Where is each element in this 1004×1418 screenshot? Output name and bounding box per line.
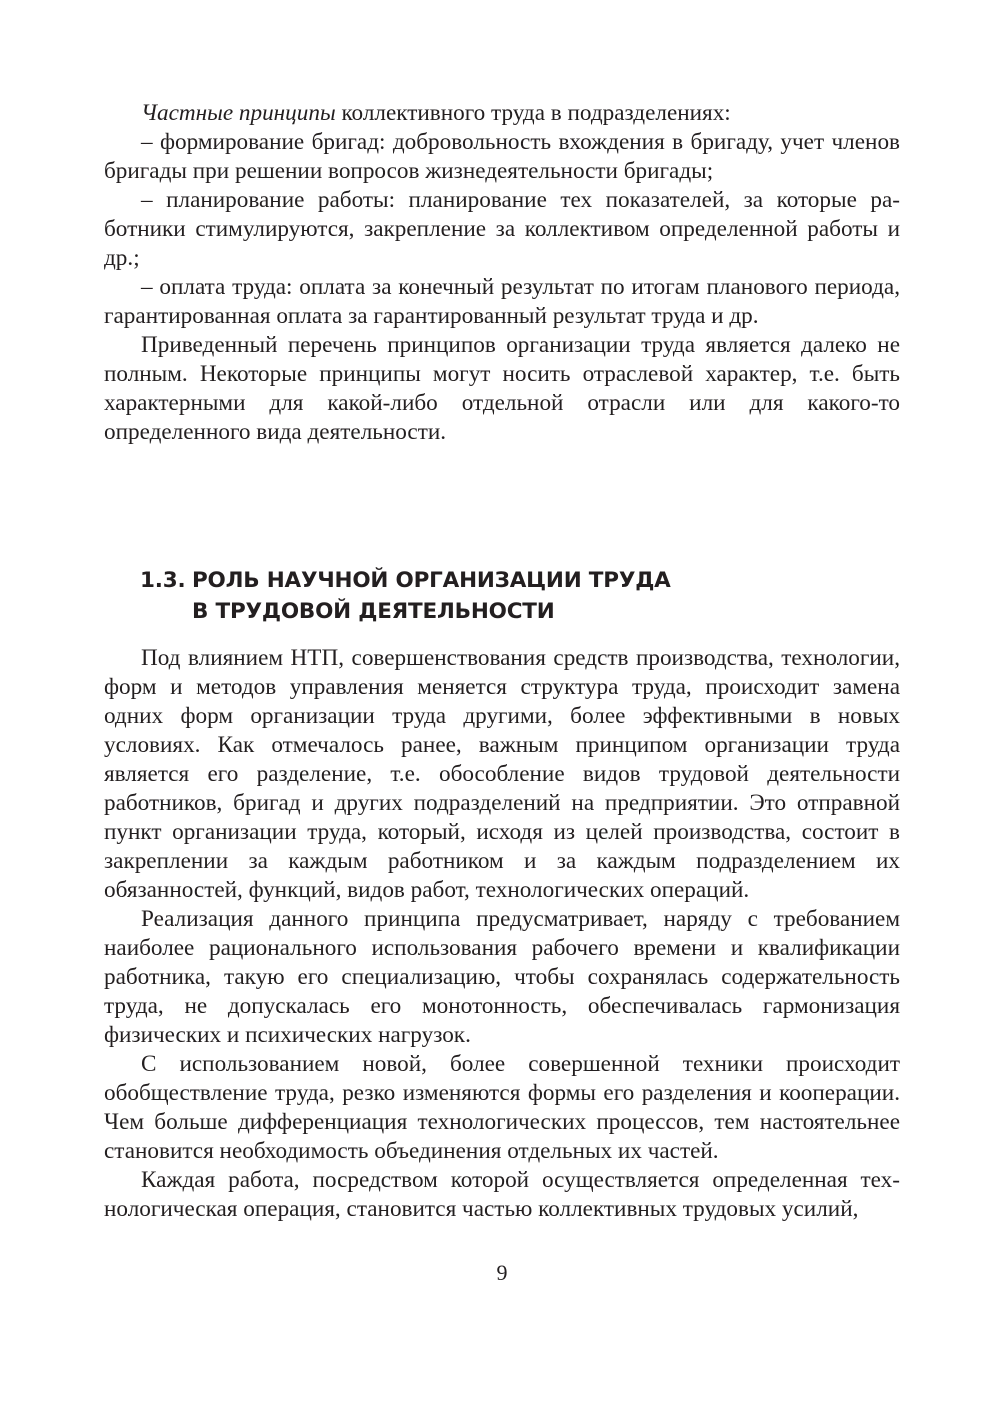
top-text-section	[104, 99, 900, 447]
heading-title-part-2: В ТРУДОВОЙ ДЕЯТЕЛЬНОСТИ	[192, 599, 555, 624]
list-item-brigades: – формирование бригад: добровольность вхождения в бригаду, учет членов бригады при решении вопросов жизнедеятельности бригады;	[104, 129, 900, 184]
paragraph-text: коллективного труда в подразделениях:	[335, 100, 731, 126]
list-item-payment: – оплата труда: оплата за конечный результат по итогам планового периода, гарантированная оплата за гарантированный результат труда и др.	[104, 274, 900, 329]
italic-term: Частные принципы	[141, 100, 336, 126]
paragraph-implementation: Реализация данного принципа предусматривает, наряду с требованием наиболее рационального использования рабочего времени и квалификации работника, такую его специализацию, чтобы сохранялась содержательность труда, не допускалась его монотонность, обеспечивалась гармонизация физических и психических нагрузок.	[104, 906, 900, 1048]
list-item-planning: – планирование работы: планирование тех показателей, за которые работники стимулируются, закрепление за коллективом определенной работы и др.;	[104, 187, 900, 271]
bottom-text-section	[104, 644, 900, 1224]
paragraph-ntp: Под влиянием НТП, совершенствования средств производства, технологии, форм и методов управления меняется структура труда, происходит замена одних форм организации труда другими, более эффективными в новых условиях. Как отмечалось ранее, важным принципом организации труда является его разделение, т.е. обособление видов трудовой деятельности работников, бригад и других подразделений на предприятии. Это отправной пункт организации труда, который, исходя из целей производства, состоит в закреплении за каждым работником и за каждым подразделением их обязанностей, функций, видов работ, технологических операций.	[104, 645, 900, 903]
heading-line-1	[140, 565, 860, 596]
paragraph-new-technology: С использованием новой, более совершенной техники происходит обобществление труда, резко изменяются формы его разделения и кооперации. Чем больше дифференциация технологических процессов, тем настоятельнее становится необходимость объединения отдельных их частей.	[104, 1051, 900, 1164]
paragraph-private-principles	[104, 99, 900, 128]
section-number: 1.3.	[140, 568, 186, 593]
paragraph-summary: Приведенный перечень принципов организации труда является далеко не полным. Некоторые принципы могут носить отраслевой характер, т.е. быть характерными для какой-либо отдельной отрасли или для какого-то определенного вида деятельности.	[104, 332, 900, 445]
section-heading	[140, 565, 860, 627]
heading-title-part-1: РОЛЬ НАУЧНОЙ ОРГАНИЗАЦИИ ТРУДА	[192, 568, 671, 593]
paragraph-each-work: Каждая работа, посредством которой осуществляется определенная технологическая операция, становится частью коллективных трудовых усилий,	[104, 1167, 900, 1222]
page-number: 9	[496, 1260, 508, 1285]
